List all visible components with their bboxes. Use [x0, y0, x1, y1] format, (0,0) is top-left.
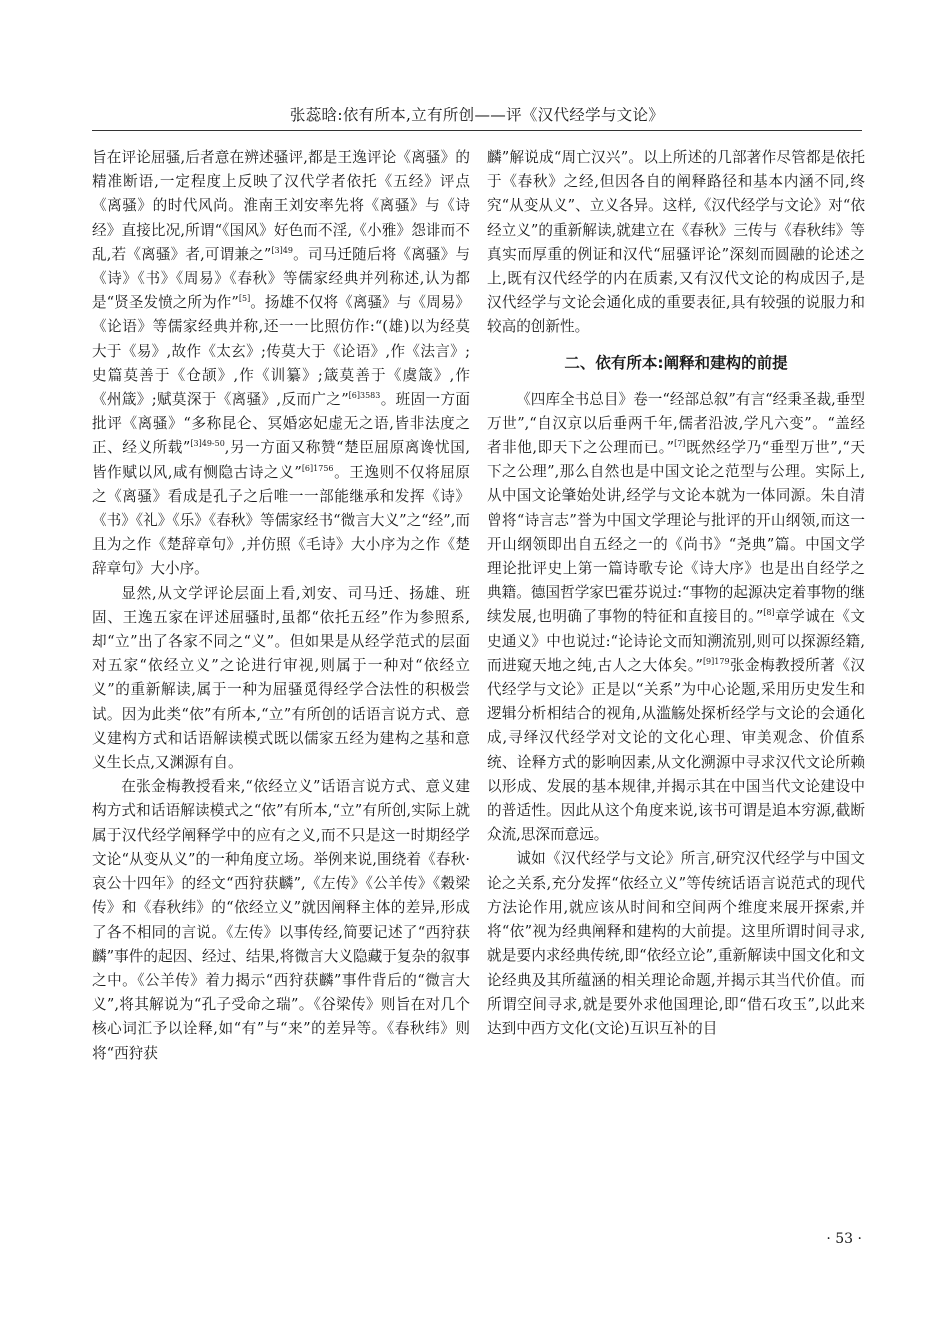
text-segment: ,另一方面又称赞“楚臣屈原离谗忧国,皆作赋以风,咸有恻隐古诗之义” — [92, 439, 470, 481]
left-paragraph-1 — [92, 146, 470, 582]
citation: [9]179 — [702, 657, 730, 666]
section-heading: 二、依有所本:阐释和建构的前提 — [564, 353, 788, 372]
running-header: 张蕊晗:依有所本,立有所创——评《汉代经学与文论》 — [289, 106, 665, 124]
citation: [6]1756 — [301, 463, 334, 473]
right-paragraph-3: 诚如《汉代经学与文论》所言,研究汉代经学与中国文论之关系,充分发挥“依经立义”等传统话语言说范式的现代方法论作用,就应该从时间和空间两个维度来展开探索,并将“依”视为经典阐释和建构的大前提。这里所谓时间寻求,就是要内求经典传统,即“依经立论”,重新解读中国文化和文论经典及其所蕴涵的相关理论命题,并揭示其当代价值。而所谓空间寻求,就是要外求他国理论,即“借石攻玉”,以此来达到中西方文化(文论)互识互补的目 — [487, 850, 865, 1037]
text-segment: 。王逸则不仅将屈原之《离骚》看成是孔子之后唯一一部能继承和发挥《诗》《书》《礼》《乐》《春秋》等儒家经书“微言大义”之“经”,而且为之作《楚辞章句》,并仿照《毛诗》大小序为之作《楚辞章句》大小序。 — [92, 463, 470, 578]
citation: [6]3583 — [348, 391, 381, 401]
right-column — [487, 146, 865, 1041]
text-segment: 《四库全书总目》卷一“经部总叙”有言“经秉圣裁,垂型万世”,“自汉京以后垂两千年,儒者沿波,学凡六变”。“盖经者非他,即天下之公理而已。” — [487, 390, 865, 457]
text-segment: 章学诚在《文史通义》中也说过:“论诗论文而知溯流别,则可以探源经籍,而进窥天地之纯,古人之大体矣。” — [487, 608, 865, 674]
citation: [5] — [238, 294, 251, 304]
text-segment: 张金梅教授所著《汉代经学与文论》正是以“关系”为中心论题,采用历史发生和逻辑分析相结合的视角,从滥觞处探析经学与文论的会通化成,寻绎汉代经学对文论的文化心理、审美观念、价值系统、诠释方式的影响因素,从文化溯源中寻求汉代文论所赖以形成、发展的基本规律,并揭示其在中国当代文论建设中的普适性。因此从这个角度来说,该书可谓是追本穷源,截断众流,思深而意远。 — [487, 656, 865, 844]
citation: [7] — [674, 439, 686, 449]
page-number: · 53 · — [826, 1231, 862, 1247]
left-column — [92, 146, 470, 1066]
text-segment: 。扬雄不仅将《离骚》与《周易》《论语》等儒家经典并称,还一一比照仿作:“(雄)以为经莫大于《易》,故作《太玄》;传莫大于《论语》,作《法言》;史篇莫善于《仓颉》,作《训纂》;箴莫善于《虞箴》,作《州箴》;赋莫深于《离骚》,反而广之” — [92, 294, 470, 409]
citation: [3]49-50 — [190, 439, 225, 449]
citation: [8] — [763, 608, 775, 618]
text-segment: 既然经学乃“垂型万世”,“天下之公理”,那么自然也是中国文论之范型与公理。实际上,从中国文论肇始处讲,经学与文论本就为一体同源。朱自清曾将“诗言志”誉为中国文学理论与批评的开山纲领,而这一开山纲领即出自五经之一的《尚书》“尧典”篇。中国文学理论批评史上第一篇诗歌专论《诗大序》也是出自经学之典籍。德国哲学家巴霍芬说过:“事物的起源决定着事物的继续发展,也明确了事物的特征和直接目的。” — [487, 439, 865, 626]
text-segment: 。班固一方面批评《离骚》“多称昆仑、冥婚宓妃虚无之语,皆非法度之正、经义所载” — [92, 391, 470, 457]
right-paragraph-1: 麟”解说成“周亡汉兴”。以上所述的几部著作尽管都是依托于《春秋》之经,但因各自的阐释路径和基本内涵不同,终究“从变从义”、立义各异。这样,《汉代经学与文论》对“依经立义”的重新解读,就建立在《春秋》三传与《春秋纬》等真实而厚重的例证和汉代“屈骚评论”深刻而圆融的论述之上,既有汉代经学的内在质素,又有汉代文论的构成因子,是汉代经学与文论会通化成的重要表征,具有较强的说服力和较高的创新性。 — [487, 149, 865, 336]
citation: [3]49 — [271, 245, 293, 255]
left-paragraph-3: 在张金梅教授看来,“依经立义”话语言说方式、意义建构方式和话语解读模式之“依”有所本,“立”有所创,实际上就属于汉代经学阐释学中的应有之义,而不只是这一时期经学文论“从变从义”的一种角度立场。举例来说,围绕着《春秋·哀公十四年》的经文“西狩获麟”,《左传》《公羊传》《穀梁传》和《春秋纬》的“依经立义”就因阐释主体的差异,形成了各不相同的言说。《左传》以事传经,简要记述了“西狩获麟”事件的起因、经过、结果,将微言大义隐藏于复杂的叙事之中。《公羊传》着力揭示“西狩获麟”事件背后的“微言大义”,将其解说为“孔子受命之瑞”。《谷梁传》则旨在对几个核心词汇予以诠释,如“有”与“来”的差异等。《春秋纬》则将“西狩获 — [92, 778, 470, 1062]
left-paragraph-2: 显然,从文学评论层面上看,刘安、司马迁、扬雄、班固、王逸五家在评述屈骚时,虽都“依托五经”作为参照系,却“立”出了各家不同之“义”。但如果是从经学范式的层面对五家“依经立义”之论进行审视,则属于一种对“依经立义”的重新解读,属于一种为屈骚觅得经学合法性的积极尝试。因为此类“依”有所本,“立”有所创的话语言说方式、意义建构方式和话语解读模式既以儒家五经为建构之基和意义生长点,又渊源有自。 — [92, 584, 470, 772]
right-paragraph-2 — [487, 388, 865, 848]
text-segment: 旨在评论屈骚,后者意在辨述骚评,都是王逸评论《离骚》的精准断语,一定程度上反映了汉代学者依托《五经》评点《离骚》的时代风尚。淮南王刘安率先将《离骚》与《诗经》直接比况,所谓“《国风》好色而不淫,《小雅》怨诽而不乱,若《离骚》者,可谓兼之” — [92, 149, 470, 263]
text-segment: 。司马迁随后将《离骚》与《诗》《书》《周易》《春秋》等儒家经典并列称述,认为都是“贤圣发愤之所为作” — [92, 245, 470, 312]
header-rule — [92, 130, 862, 131]
